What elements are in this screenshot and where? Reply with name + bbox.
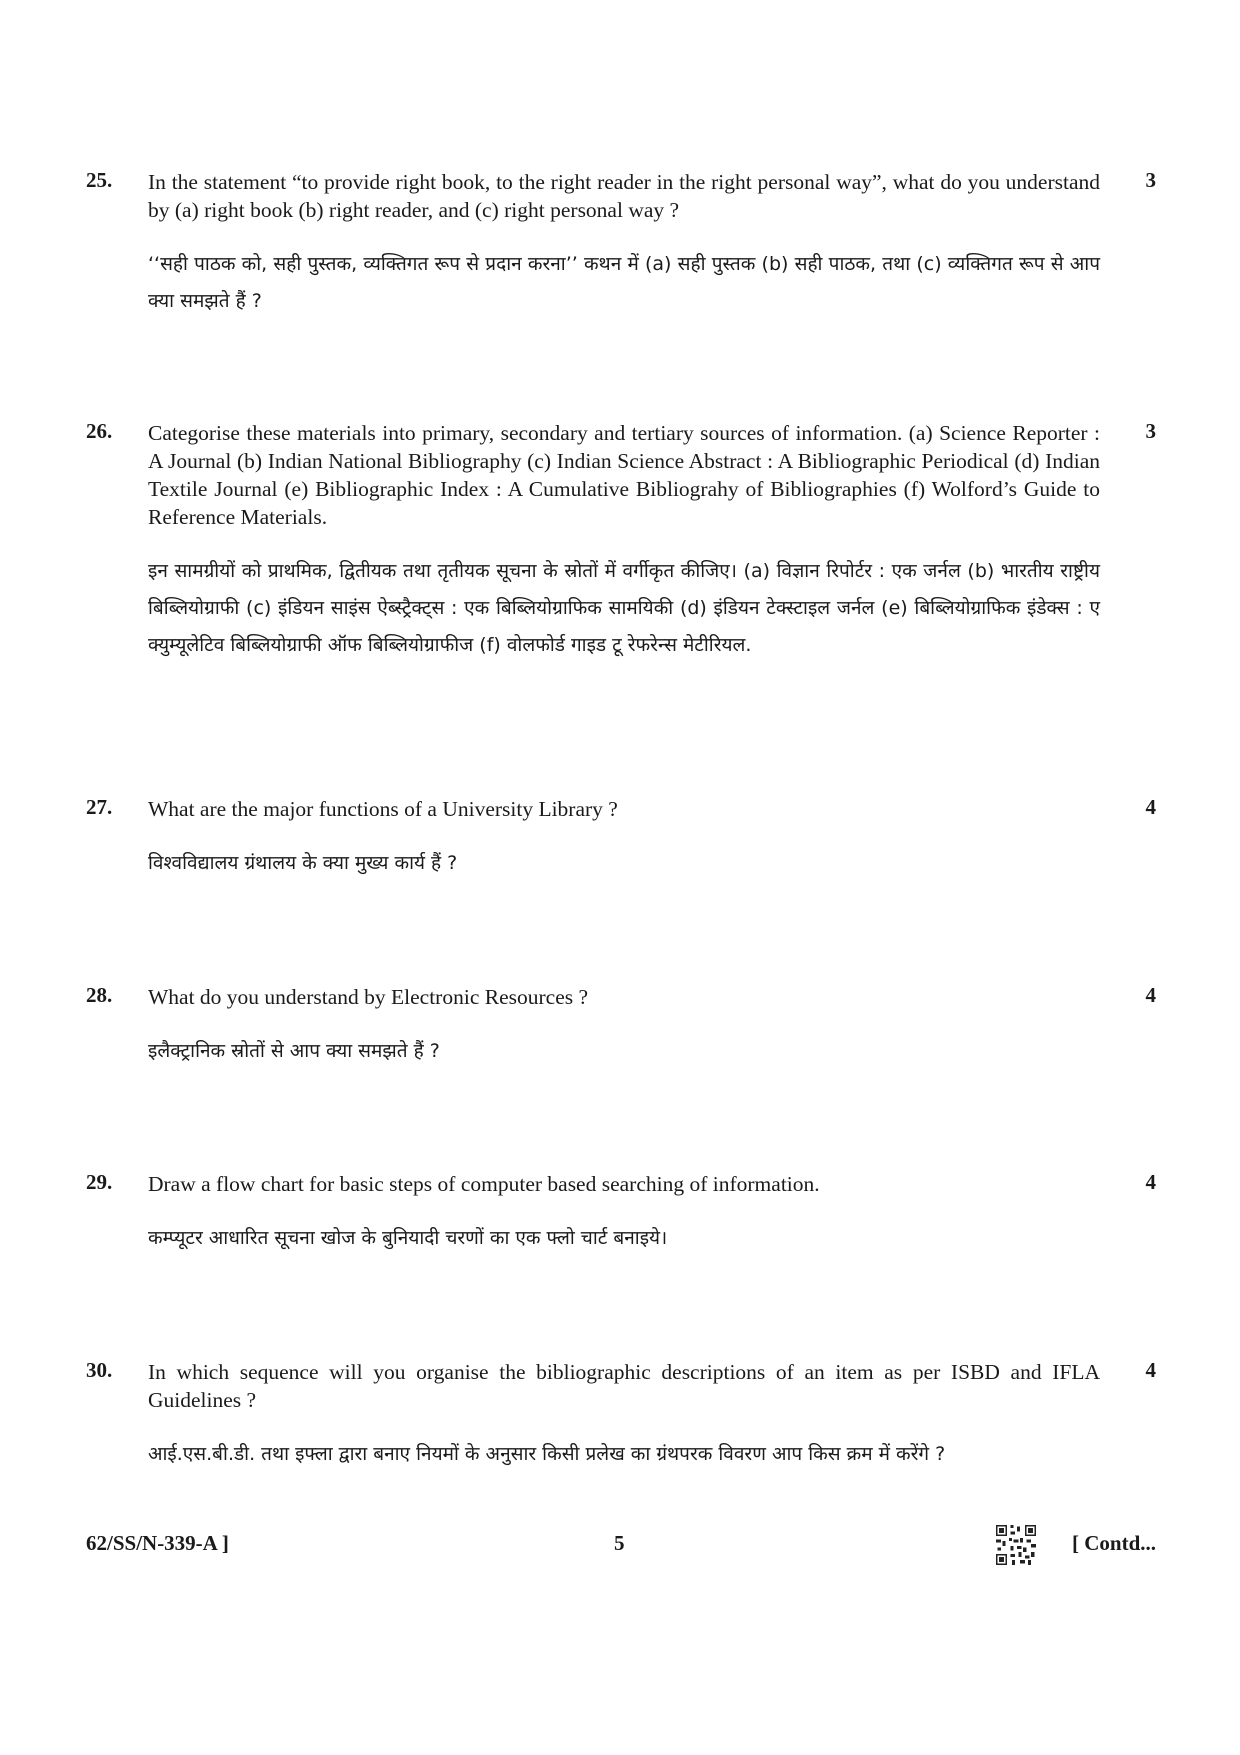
question-text-english: In the statement “to provide right book, to the right reader in the right personal way”, what do you understand by (a) right book (b) right reader, and (c) right personal way ?: [148, 170, 1100, 222]
continued-label: [ Contd...: [1071, 1531, 1156, 1555]
question-text-hindi: कम्प्यूटर आधारित सूचना खोज के बुनियादी चरणों का एक फ्लो चार्ट बनाइये।: [148, 1227, 668, 1249]
page-footer: [86, 1531, 1156, 1571]
question-text-hindi: ‘‘सही पाठक को, सही पुस्तक, व्यक्तिगत रूप से प्रदान करना’’ कथन में (a) सही पुस्तक (b) सही पाठक, तथा (c) व्यक्तिगत रूप से आप क्या समझते हैं ?: [148, 253, 1100, 312]
question-26: [86, 419, 1156, 664]
paper-code: 62/SS/N-339-A ]: [86, 1531, 229, 1555]
question-text-hindi: इन सामग्रीयों को प्राथमिक, द्वितीयक तथा तृतीयक सूचना के स्रोतों में वर्गीकृत कीजिए। (a) विज्ञान रिपोर्टर : एक जर्नल (b) भारतीय राष्ट्रीय बिब्लियोग्राफी (c) इंडियन साइंस ऐब्स्ट्रैक्ट्स : एक बिब्लियोग्राफिक सामयिकी (d) इंडियन टेक्स्टाइल जर्नल (e) बिब्लियोग्राफिक इंडेक्स : ए क्युम्यूलेटिव बिब्लियोग्राफी ऑफ बिब्लियोग्राफीज (f) वोलफोर्ड गाइड टू रेफरेन्स मेटीरियल.: [148, 560, 1100, 656]
question-text-english: Categorise these materials into primary, secondary and tertiary sources of information. (a) Science Reporter : A Journal (b) Indian National Bibliography (c) Indian Science Abstract : A Bibliographic Periodical (d) Indian Textile Journal (e) Bibliographic Index : A Cumulative Bibliograhy of Bibliographies (f) Wolford’s Guide to Reference Materials.: [148, 421, 1100, 529]
question-marks: 4: [1145, 1358, 1156, 1382]
question-25: [86, 168, 1156, 320]
question-text-hindi: इलैक्ट्रानिक स्रोतों से आप क्या समझते हैं ?: [148, 1040, 440, 1062]
question-28: [86, 983, 1156, 1070]
question-number: 28.: [86, 983, 113, 1007]
question-text-hindi: आई.एस.बी.डी. तथा इफ्ला द्वारा बनाए नियमों के अनुसार किसी प्रलेख का ग्रंथपरक विवरण आप किस क्रम में करेंगे ?: [148, 1443, 946, 1465]
question-text-english: In which sequence will you organise the bibliographic descriptions of an item as per ISBD and IFLA Guidelines ?: [148, 1360, 1100, 1412]
question-number: 30.: [86, 1358, 113, 1382]
question-text-english: What do you understand by Electronic Resources ?: [148, 985, 589, 1009]
question-text-english: Draw a flow chart for basic steps of computer based searching of information.: [148, 1172, 820, 1196]
question-29: [86, 1170, 1156, 1257]
question-number: 25.: [86, 168, 113, 192]
qr-code-icon: [996, 1525, 1036, 1565]
question-30: [86, 1358, 1156, 1473]
question-number: 29.: [86, 1170, 113, 1194]
question-text-hindi: विश्वविद्यालय ग्रंथालय के क्या मुख्य कार्य हैं ?: [148, 852, 458, 874]
question-marks: 4: [1145, 1170, 1156, 1194]
question-marks: 3: [1145, 168, 1156, 192]
question-marks: 4: [1145, 983, 1156, 1007]
question-marks: 3: [1145, 419, 1156, 443]
page-number: 5: [614, 1531, 625, 1555]
question-number: 27.: [86, 795, 113, 819]
question-marks: 4: [1145, 795, 1156, 819]
question-text-english: What are the major functions of a University Library ?: [148, 797, 618, 821]
question-number: 26.: [86, 419, 113, 443]
question-27: [86, 795, 1156, 882]
